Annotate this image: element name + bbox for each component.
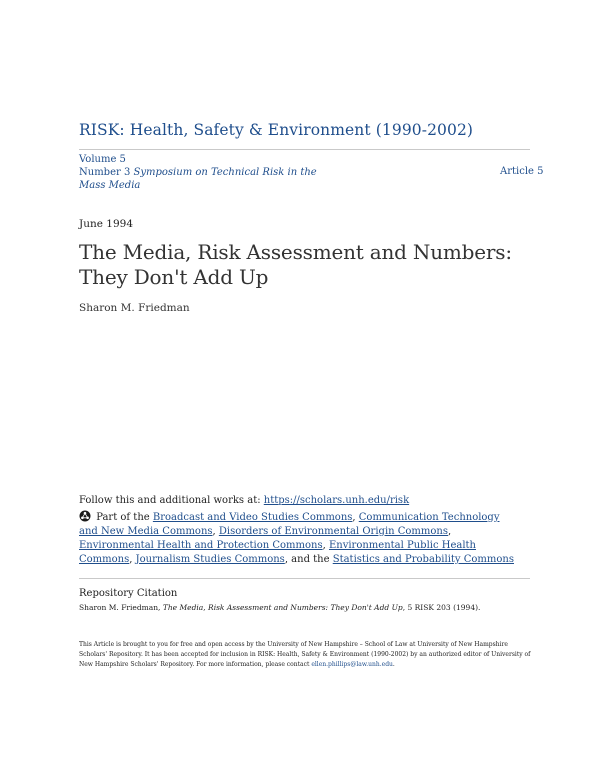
top-divider [79, 149, 530, 150]
issue-info [79, 153, 339, 192]
notice-end: . [392, 661, 395, 668]
citation-text [79, 603, 529, 612]
journal-title[interactable]: RISK: Health, Safety & Environment (1990-2002) [79, 121, 474, 139]
citation-heading: Repository Citation [79, 588, 178, 599]
citation-author: Sharon M. Friedman, [79, 603, 161, 612]
citation-title: The Media, Risk Assessment and Numbers: They Don't Add Up [162, 603, 403, 612]
citation-source: , 5 RISK 203 (1994). [402, 603, 481, 612]
number-link[interactable] [79, 167, 317, 191]
disciplines-prefix: Part of the [96, 512, 150, 523]
discipline-link-statistics[interactable]: Statistics and Probability Commons [332, 554, 514, 565]
discipline-link-disorders-environmental[interactable]: Disorders of Environmental Origin Commons [218, 526, 448, 537]
symposium-title: Symposium on Technical Risk in the Mass Media [79, 167, 317, 191]
publication-date: June 1994 [79, 218, 134, 230]
network-icon [79, 510, 91, 522]
discipline-link-communication-technology[interactable]: Communication Technology and New Media Commons [79, 512, 500, 537]
disciplines-list: Part of the Broadcast and Video Studies Commons, Communication Technology and New Media Commons, Disorders of Environmental Origin Commons, Environmental Health and Protection Commons, Environmental Public Health Commons, Journalism Studies Commons, and the Statistics and Probability Commons [79, 512, 514, 565]
article-number-link[interactable]: Article 5 [500, 166, 544, 177]
contact-email-link[interactable]: ellen.phillips@law.unh.edu [311, 661, 393, 668]
follow-line [79, 495, 409, 506]
author-name: Sharon M. Friedman [79, 302, 190, 314]
article-title: The Media, Risk Assessment and Numbers: They Don't Add Up [79, 240, 512, 289]
discipline-link-environmental-health[interactable]: Environmental Health and Protection Commons [79, 540, 323, 551]
repository-link[interactable]: https://scholars.unh.edu/risk [263, 495, 410, 506]
bottom-divider [79, 578, 530, 579]
follow-text: Follow this and additional works at: [79, 495, 261, 506]
discipline-link-broadcast[interactable]: Broadcast and Video Studies Commons [152, 512, 353, 523]
volume-link[interactable]: Volume 5 [79, 154, 126, 165]
issue-number: Number 3 [79, 167, 131, 178]
discipline-link-environmental-public-health[interactable]: Environmental Public Health Commons [79, 540, 476, 565]
access-notice [79, 640, 534, 670]
disciplines-and-the: and the [291, 554, 330, 565]
discipline-link-journalism[interactable]: Journalism Studies Commons [135, 554, 285, 565]
notice-text: This Article is brought to you for free and open access by the University of New Hampshire – School of Law at University of New Hampshire Scholars' Repository. It has been accepted for inclusion in RISK: Health, Safety & Environment (1990-2002) by an authorized editor of University of New Hampshire Scholars' Repository. For more information, please contact [79, 641, 531, 668]
